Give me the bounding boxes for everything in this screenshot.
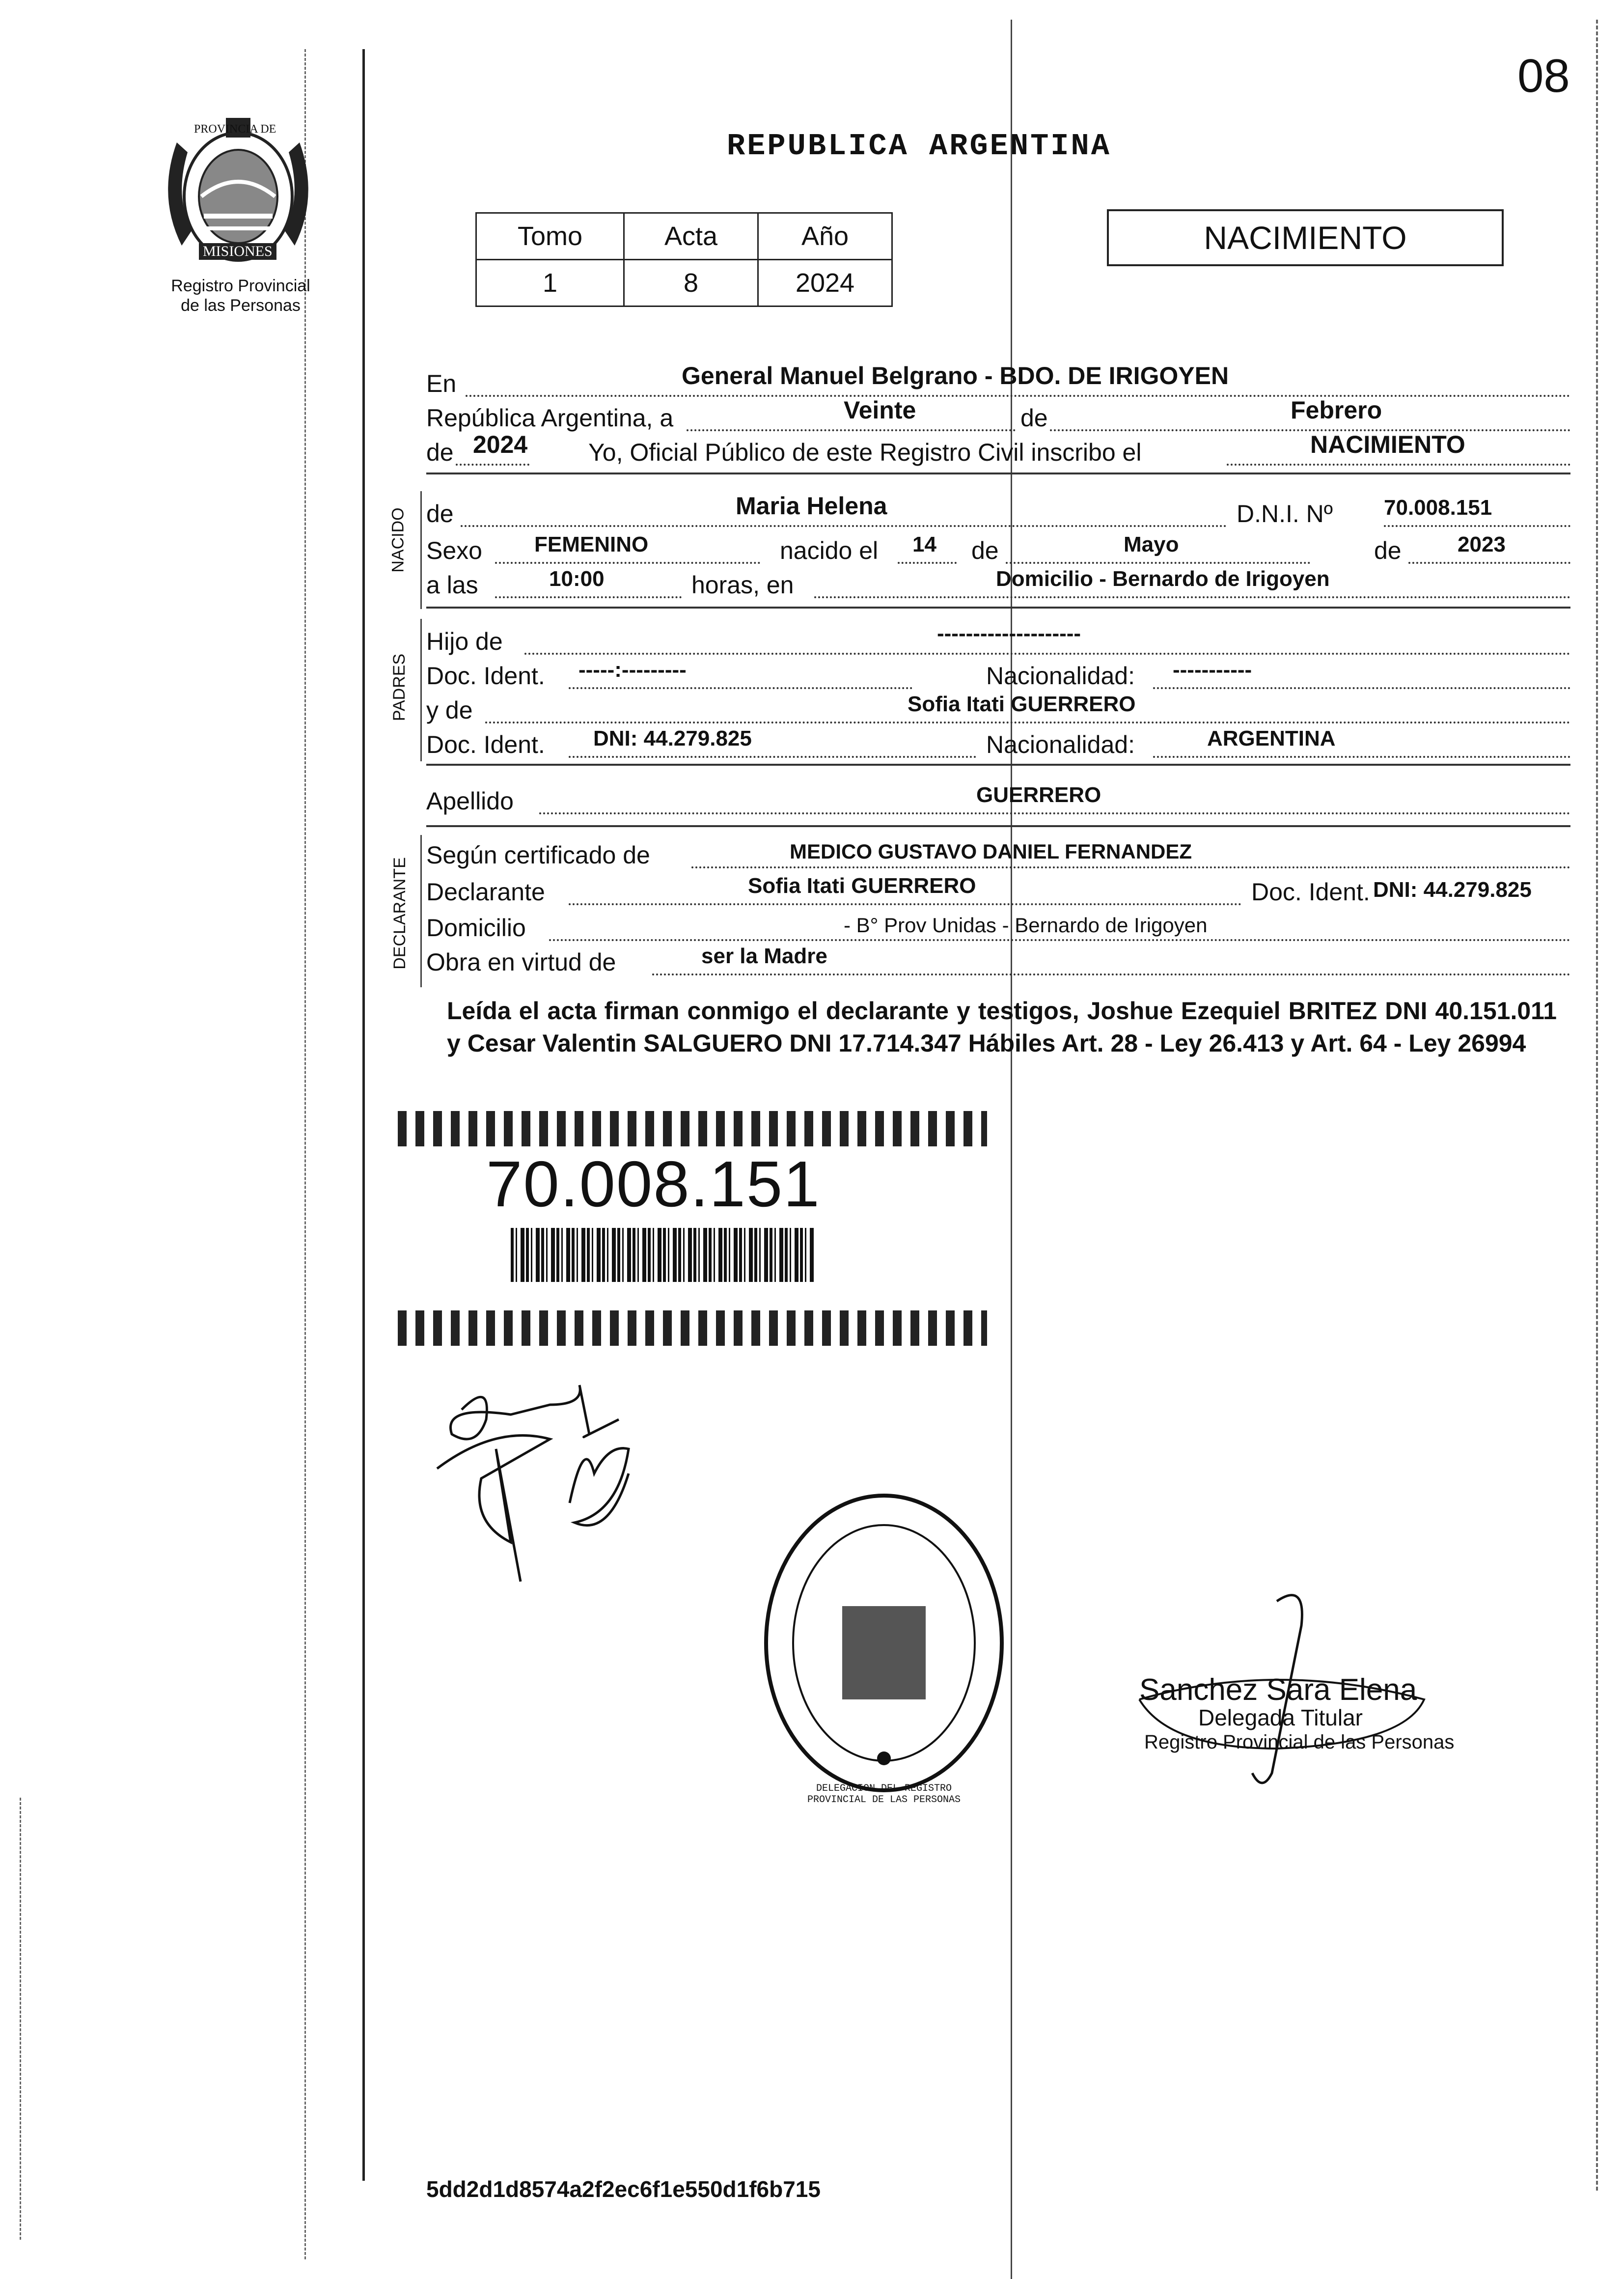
doc1-value: -----:--------- xyxy=(578,658,687,682)
place-value: Domicilio - Bernardo de Irigoyen xyxy=(996,567,1330,591)
mother-value: Sofia Itati GUERRERO xyxy=(908,692,1136,716)
registrar-role: Delegada Titular xyxy=(1198,1705,1363,1730)
nombre-value: Maria Helena xyxy=(736,492,887,520)
de2-label: de xyxy=(426,439,454,466)
seal-top-text: PROVINCIA DE xyxy=(194,123,276,136)
en-value: General Manuel Belgrano - BDO. DE IRIGOYEN xyxy=(682,362,1229,389)
stamp-band-bottom xyxy=(398,1310,987,1346)
declarante-label: DECLARANTE xyxy=(390,857,409,970)
inscribe-value: NACIMIENTO xyxy=(1310,431,1465,458)
document-hash: 5dd2d1d8574a2f2ec6f1e550d1f6b715 xyxy=(426,2176,821,2202)
birth-year-value: 2023 xyxy=(1458,532,1506,556)
registrar-name: Sanchez Sara Elena xyxy=(1139,1673,1417,1707)
yde-label: y de xyxy=(426,696,473,724)
stamp-dni-number: 70.008.151 xyxy=(486,1148,821,1220)
obra-label: Obra en virtud de xyxy=(426,948,616,976)
day-value: Veinte xyxy=(844,396,916,424)
nac2-value: ARGENTINA xyxy=(1207,726,1336,750)
right-edge-line xyxy=(1596,20,1598,2191)
stamp-band-top xyxy=(398,1111,987,1146)
registrar-org: Registro Provincial de las Personas xyxy=(1144,1731,1455,1753)
horas-label: horas, en xyxy=(691,571,794,599)
legal-text: Leída el acta firman conmigo el declarante y testigos, Joshue Ezequiel BRITEZ DNI 40.151.011 y Cesar Valentin SALGUERO DNI 17.714.347 Hábiles Art. 28 - Ley 26.413 y Art. 64 - Ley 26994 xyxy=(447,997,1557,1057)
year-value: 2024 xyxy=(473,431,528,458)
decl-doc-label: Doc. Ident. xyxy=(1251,878,1370,906)
birth-de2-label: de xyxy=(1374,537,1402,564)
value-anio: 2024 xyxy=(758,260,892,306)
dom-label: Domicilio xyxy=(426,914,526,942)
left-margin-rule xyxy=(362,49,365,2181)
birth-de-label: de xyxy=(971,537,999,564)
seal-bottom-text: MISIONES xyxy=(199,243,276,260)
witness-signatures xyxy=(422,1375,678,1631)
de-label: de xyxy=(1020,404,1048,432)
month-value: Febrero xyxy=(1291,396,1382,424)
doc1-label: Doc. Ident. xyxy=(426,662,545,690)
rep-label: República Argentina, a xyxy=(426,404,674,432)
row-obra xyxy=(426,937,1570,981)
padres-label: PADRES xyxy=(390,653,409,722)
father-value: -------------------- xyxy=(937,621,1081,645)
decl-value: Sofia Itati GUERRERO xyxy=(748,874,976,898)
row-doc2 xyxy=(426,720,1570,764)
org-label xyxy=(147,276,334,315)
nacido-label: NACIDO xyxy=(388,507,408,573)
nac1-label: Nacionalidad: xyxy=(986,662,1135,690)
cert-value: MEDICO GUSTAVO DANIEL FERNANDEZ xyxy=(790,840,1192,863)
record-table-header-row xyxy=(476,213,892,260)
far-left-edge-line xyxy=(20,1798,21,2240)
separator-padres xyxy=(426,607,1570,609)
header-acta: Acta xyxy=(624,213,758,260)
header-anio: Año xyxy=(758,213,892,260)
dni-value: 70.008.151 xyxy=(1384,496,1492,520)
hijo-label: Hijo de xyxy=(426,628,503,655)
nac2-label: Nacionalidad: xyxy=(986,731,1135,758)
doc2-label: Doc. Ident. xyxy=(426,731,545,758)
en-label: En xyxy=(426,370,457,397)
alas-label: a las xyxy=(426,571,478,599)
decl-doc-value: DNI: 44.279.825 xyxy=(1373,878,1532,902)
header-tomo: Tomo xyxy=(476,213,624,260)
row-year xyxy=(426,427,1570,472)
separator-nacido xyxy=(426,472,1570,474)
barcode xyxy=(511,1228,815,1282)
row-hora xyxy=(426,560,1570,604)
org-label-line2: de las Personas xyxy=(181,296,301,315)
cert-label: Según certificado de xyxy=(426,841,650,869)
nac1-value: ----------- xyxy=(1173,658,1252,682)
nombre-de-label: de xyxy=(426,500,454,528)
officer-text: Yo, Oficial Público de este Registro Civil inscribo el xyxy=(588,439,1142,466)
value-acta: 8 xyxy=(624,260,758,306)
row-apellido xyxy=(426,776,1570,820)
birth-month-value: Mayo xyxy=(1124,532,1179,556)
hour-value: 10:00 xyxy=(549,567,605,591)
nacido-el-label: nacido el xyxy=(780,537,879,564)
country-title: REPUBLICA ARGENTINA xyxy=(727,129,1111,164)
sexo-value: FEMENINO xyxy=(534,532,649,556)
left-edge-line xyxy=(304,49,306,2259)
official-seal-icon xyxy=(751,1483,1017,1803)
org-label-line1: Registro Provincial xyxy=(171,277,310,295)
separator-declarante xyxy=(426,825,1570,827)
record-table-value-row xyxy=(476,260,892,306)
obra-value: ser la Madre xyxy=(701,944,827,968)
separator-apellido xyxy=(426,764,1570,766)
dom-value: - B° Prov Unidas - Bernardo de Irigoyen xyxy=(844,914,1208,937)
value-tomo: 1 xyxy=(476,260,624,306)
apellido-value: GUERRERO xyxy=(976,783,1101,807)
birth-day-value: 14 xyxy=(912,532,936,556)
page-number: 08 xyxy=(1517,50,1570,102)
official-seal-text: DELEGACION DEL REGISTRO PROVINCIAL DE LAS PERSONAS xyxy=(807,1783,961,1806)
doc2-value: DNI: 44.279.825 xyxy=(593,726,752,750)
dni-label: D.N.I. Nº xyxy=(1237,500,1333,528)
record-type-box: NACIMIENTO xyxy=(1107,209,1504,266)
sexo-label: Sexo xyxy=(426,537,482,564)
apellido-label: Apellido xyxy=(426,787,514,815)
record-table xyxy=(475,212,893,307)
decl-label: Declarante xyxy=(426,878,545,906)
